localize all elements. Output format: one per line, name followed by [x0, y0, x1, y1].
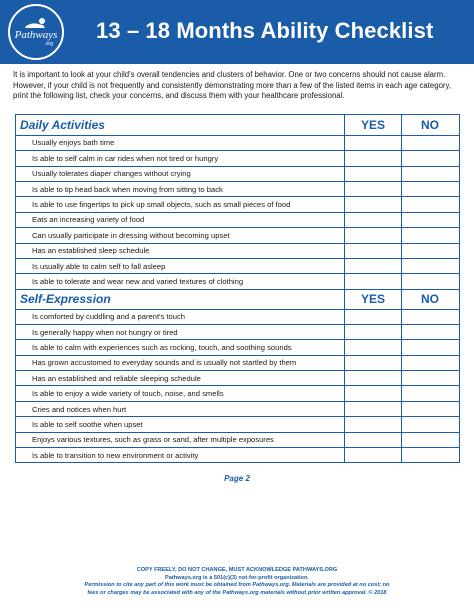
- page-header: [0, 0, 474, 64]
- no-column-header: NO: [421, 117, 439, 132]
- checklist-item-label: Is able to self calm in car rides when not tired or hungry: [16, 151, 345, 165]
- yes-checkbox[interactable]: [345, 356, 402, 370]
- footer-nonprofit-notice: Pathways.org is a 501(c)(3) not-for-profit organization.: [165, 574, 309, 581]
- checklist-row: [16, 416, 459, 431]
- checklist-item-label: Is able to self soothe when upset: [16, 417, 345, 431]
- no-checkbox[interactable]: [402, 182, 458, 196]
- yes-checkbox[interactable]: [345, 274, 402, 288]
- checklist-item-label: Eats an increasing variety of food: [16, 213, 345, 227]
- checklist-item-label: Cries and notices when hurt: [16, 402, 345, 416]
- no-checkbox[interactable]: [402, 448, 458, 462]
- page-title: 13 – 18 Months Ability Checklist: [96, 18, 434, 43]
- checklist-item-label: Has an established sleep schedule: [16, 244, 345, 258]
- yes-checkbox[interactable]: [345, 259, 402, 273]
- checklist-row: [16, 355, 459, 370]
- yes-checkbox[interactable]: [345, 371, 402, 385]
- ability-checklist-table: [15, 114, 460, 463]
- checklist-row: [16, 339, 459, 354]
- no-checkbox[interactable]: [402, 136, 458, 150]
- no-checkbox[interactable]: [402, 325, 458, 339]
- checklist-item-label: Has grown accustomed to everyday sounds and is usually not startled by them: [16, 356, 345, 370]
- checklist-row: [16, 273, 459, 288]
- yes-checkbox[interactable]: [345, 448, 402, 462]
- yes-checkbox[interactable]: [345, 197, 402, 211]
- checklist-row: [16, 196, 459, 211]
- checklist-item-label: Has an established and reliable sleeping schedule: [16, 371, 345, 385]
- checklist-row: [16, 370, 459, 385]
- checklist-row: [16, 150, 459, 165]
- yes-checkbox[interactable]: [345, 310, 402, 324]
- checklist-row: [16, 212, 459, 227]
- page-number: Page 2: [224, 474, 250, 483]
- checklist-item-label: Usually enjoys bath time: [16, 136, 345, 150]
- checklist-row: [16, 324, 459, 339]
- logo-domain: .org: [44, 41, 53, 47]
- yes-checkbox[interactable]: [345, 213, 402, 227]
- yes-checkbox[interactable]: [345, 402, 402, 416]
- checklist-item-label: Is generally happy when not hungry or tired: [16, 325, 345, 339]
- yes-checkbox[interactable]: [345, 340, 402, 354]
- section-header-row: [16, 289, 459, 309]
- checklist-item-label: Is able to transition to new environment or activity: [16, 448, 345, 462]
- checklist-row: [16, 447, 459, 462]
- no-checkbox[interactable]: [402, 386, 458, 400]
- yes-checkbox[interactable]: [345, 244, 402, 258]
- yes-checkbox[interactable]: [345, 228, 402, 242]
- checklist-item-label: Is comforted by cuddling and a parent's touch: [16, 310, 345, 324]
- footer-copy-notice: COPY FREELY, DO NOT CHANGE, MUST ACKNOWLEDGE PATHWAYS.ORG: [136, 567, 338, 573]
- no-checkbox[interactable]: [402, 228, 458, 242]
- section-title: Daily Activities: [16, 115, 345, 135]
- child-figure-icon: [23, 17, 49, 29]
- checklist-item-label: Usually tolerates diaper changes without crying: [16, 167, 345, 181]
- yes-checkbox[interactable]: [345, 325, 402, 339]
- checklist-row: [16, 181, 459, 196]
- checklist-item-label: Is able to tip head back when moving from sitting to back: [16, 182, 345, 196]
- no-checkbox[interactable]: [402, 274, 458, 288]
- checklist-row: [16, 166, 459, 181]
- yes-column-header: YES: [345, 290, 402, 309]
- no-checkbox[interactable]: [402, 356, 458, 370]
- footer-permission-notice: Permission to cite any part of this work must be obtained from Pathways.org. Materials are provided at no cost; no: [84, 582, 390, 589]
- section-title: Self-Expression: [16, 290, 345, 309]
- checklist-item-label: Enjoys various textures, such as grass or sand, after multiple exposures: [16, 433, 345, 447]
- footer-fees-notice: fees or charges may be associated with any of the Pathways.org materials without prior written approval. © 2018: [87, 589, 387, 596]
- no-checkbox[interactable]: [402, 213, 458, 227]
- yes-checkbox[interactable]: [345, 136, 402, 150]
- yes-checkbox[interactable]: [345, 151, 402, 165]
- checklist-row: [16, 243, 459, 258]
- no-checkbox[interactable]: [402, 151, 458, 165]
- yes-checkbox[interactable]: [345, 417, 402, 431]
- checklist-row: [16, 385, 459, 400]
- yes-column-header: YES: [345, 115, 402, 135]
- checklist-item-label: Can usually participate in dressing without becoming upset: [16, 228, 345, 242]
- checklist-item-label: Is able to use fingertips to pick up small objects, such as small pieces of food: [16, 197, 345, 211]
- checklist-row: [16, 135, 459, 150]
- pathways-logo: [8, 4, 64, 60]
- no-checkbox[interactable]: [402, 197, 458, 211]
- no-checkbox[interactable]: [402, 371, 458, 385]
- checklist-row: [16, 258, 459, 273]
- no-column-header: NO: [421, 292, 439, 307]
- checklist-row: [16, 401, 459, 416]
- checklist-item-label: Is able to enjoy a wide variety of touch, noise, and smells: [16, 386, 345, 400]
- yes-checkbox[interactable]: [345, 386, 402, 400]
- logo-wordmark: Pathways: [14, 29, 58, 41]
- footer: [60, 567, 414, 597]
- yes-checkbox[interactable]: [345, 167, 402, 181]
- section-header-row: [16, 115, 459, 135]
- checklist-item-label: Is usually able to calm self to fall asleep: [16, 259, 345, 273]
- checklist-row: [16, 432, 459, 447]
- no-checkbox[interactable]: [402, 340, 458, 354]
- checklist-row: [16, 309, 459, 324]
- intro-paragraph: It is important to look at your child's overall tendencies and clusters of behavior. One or two concerns should not cause alarm. However, if your child is not frequently and consistently demonstrating more than a few of the listed items in each age category, print the following list, check your concerns, and discuss them with your healthcare professional.: [13, 70, 452, 100]
- no-checkbox[interactable]: [402, 167, 458, 181]
- no-checkbox[interactable]: [402, 259, 458, 273]
- no-checkbox[interactable]: [402, 433, 458, 447]
- checklist-row: [16, 227, 459, 242]
- no-checkbox[interactable]: [402, 244, 458, 258]
- yes-checkbox[interactable]: [345, 182, 402, 196]
- checklist-item-label: Is able to tolerate and wear new and varied textures of clothing: [16, 274, 345, 288]
- no-checkbox[interactable]: [402, 402, 458, 416]
- yes-checkbox[interactable]: [345, 433, 402, 447]
- no-checkbox[interactable]: [402, 310, 458, 324]
- checklist-item-label: Is able to calm with experiences such as rocking, touch, and soothing sounds: [16, 340, 345, 354]
- no-checkbox[interactable]: [402, 417, 458, 431]
